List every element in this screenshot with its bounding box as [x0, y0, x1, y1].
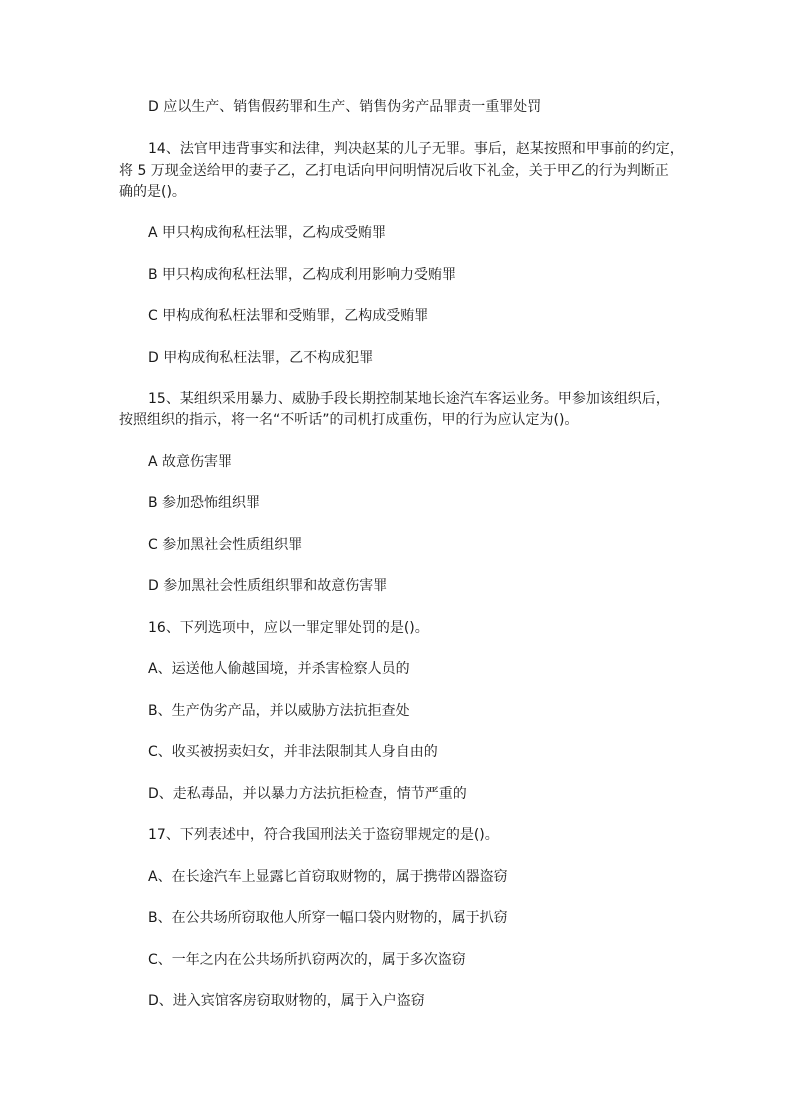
option-a-q15: A 故意伤害罪	[148, 454, 233, 470]
question-14-line-1: 14、法官甲违背事实和法律，判决赵某的儿子无罪。事后，赵某按照和甲事前的约定，	[148, 141, 684, 157]
option-d-q17: D、进入宾馆客房窃取财物的，属于入户盗窃	[148, 993, 425, 1009]
option-b-q16: B、生产伪劣产品，并以威胁方法抗拒查处	[148, 703, 410, 719]
option-a-q16: A、运送他人偷越国境，并杀害检察人员的	[148, 661, 410, 677]
question-14-line-2: 将 5 万现金送给甲的妻子乙，乙打电话向甲问明情况后收下礼金，关于甲乙的行为判断正	[119, 163, 669, 179]
question-17: 17、下列表述中，符合我国刑法关于盗窃罪规定的是()。	[148, 827, 499, 843]
question-15-line-1: 15、某组织采用暴力、威胁手段长期控制某地长途汽车客运业务。甲参加该组织后，	[148, 391, 670, 407]
option-b-q17: B、在公共场所窃取他人所穿一幅口袋内财物的，属于扒窃	[148, 910, 508, 926]
option-c-q15: C 参加黑社会性质组织罪	[148, 537, 303, 553]
option-d-q16: D、走私毒品，并以暴力方法抗拒检查，情节严重的	[148, 786, 467, 802]
question-15-line-2: 按照组织的指示，将一名“不听话”的司机打成重伤，甲的行为应认定为()。	[119, 412, 579, 428]
question-14-line-3: 确的是()。	[119, 184, 186, 200]
option-a-q17: A、在长途汽车上显露匕首窃取财物的，属于携带凶器盗窃	[148, 869, 508, 885]
option-d-q15: D 参加黑社会性质组织罪和故意伤害罪	[148, 578, 388, 594]
option-c-q16: C、收买被拐卖妇女，并非法限制其人身自由的	[148, 744, 438, 760]
option-c-q17: C、一年之内在公共场所扒窃两次的，属于多次盗窃	[148, 952, 466, 968]
option-d-q13: D 应以生产、销售假药罪和生产、销售伪劣产品罪责一重罪处罚	[148, 99, 542, 115]
option-a-q14: A 甲只构成徇私枉法罪，乙构成受贿罪	[148, 225, 387, 241]
option-d-q14: D 甲构成徇私枉法罪，乙不构成犯罪	[148, 350, 374, 366]
option-c-q14: C 甲构成徇私枉法罪和受贿罪，乙构成受贿罪	[148, 308, 429, 324]
option-b-q15: B 参加恐怖组织罪	[148, 495, 261, 511]
question-16: 16、下列选项中，应以一罪定罪处罚的是()。	[148, 620, 429, 636]
option-b-q14: B 甲只构成徇私枉法罪，乙构成利用影响力受贿罪	[148, 267, 457, 283]
